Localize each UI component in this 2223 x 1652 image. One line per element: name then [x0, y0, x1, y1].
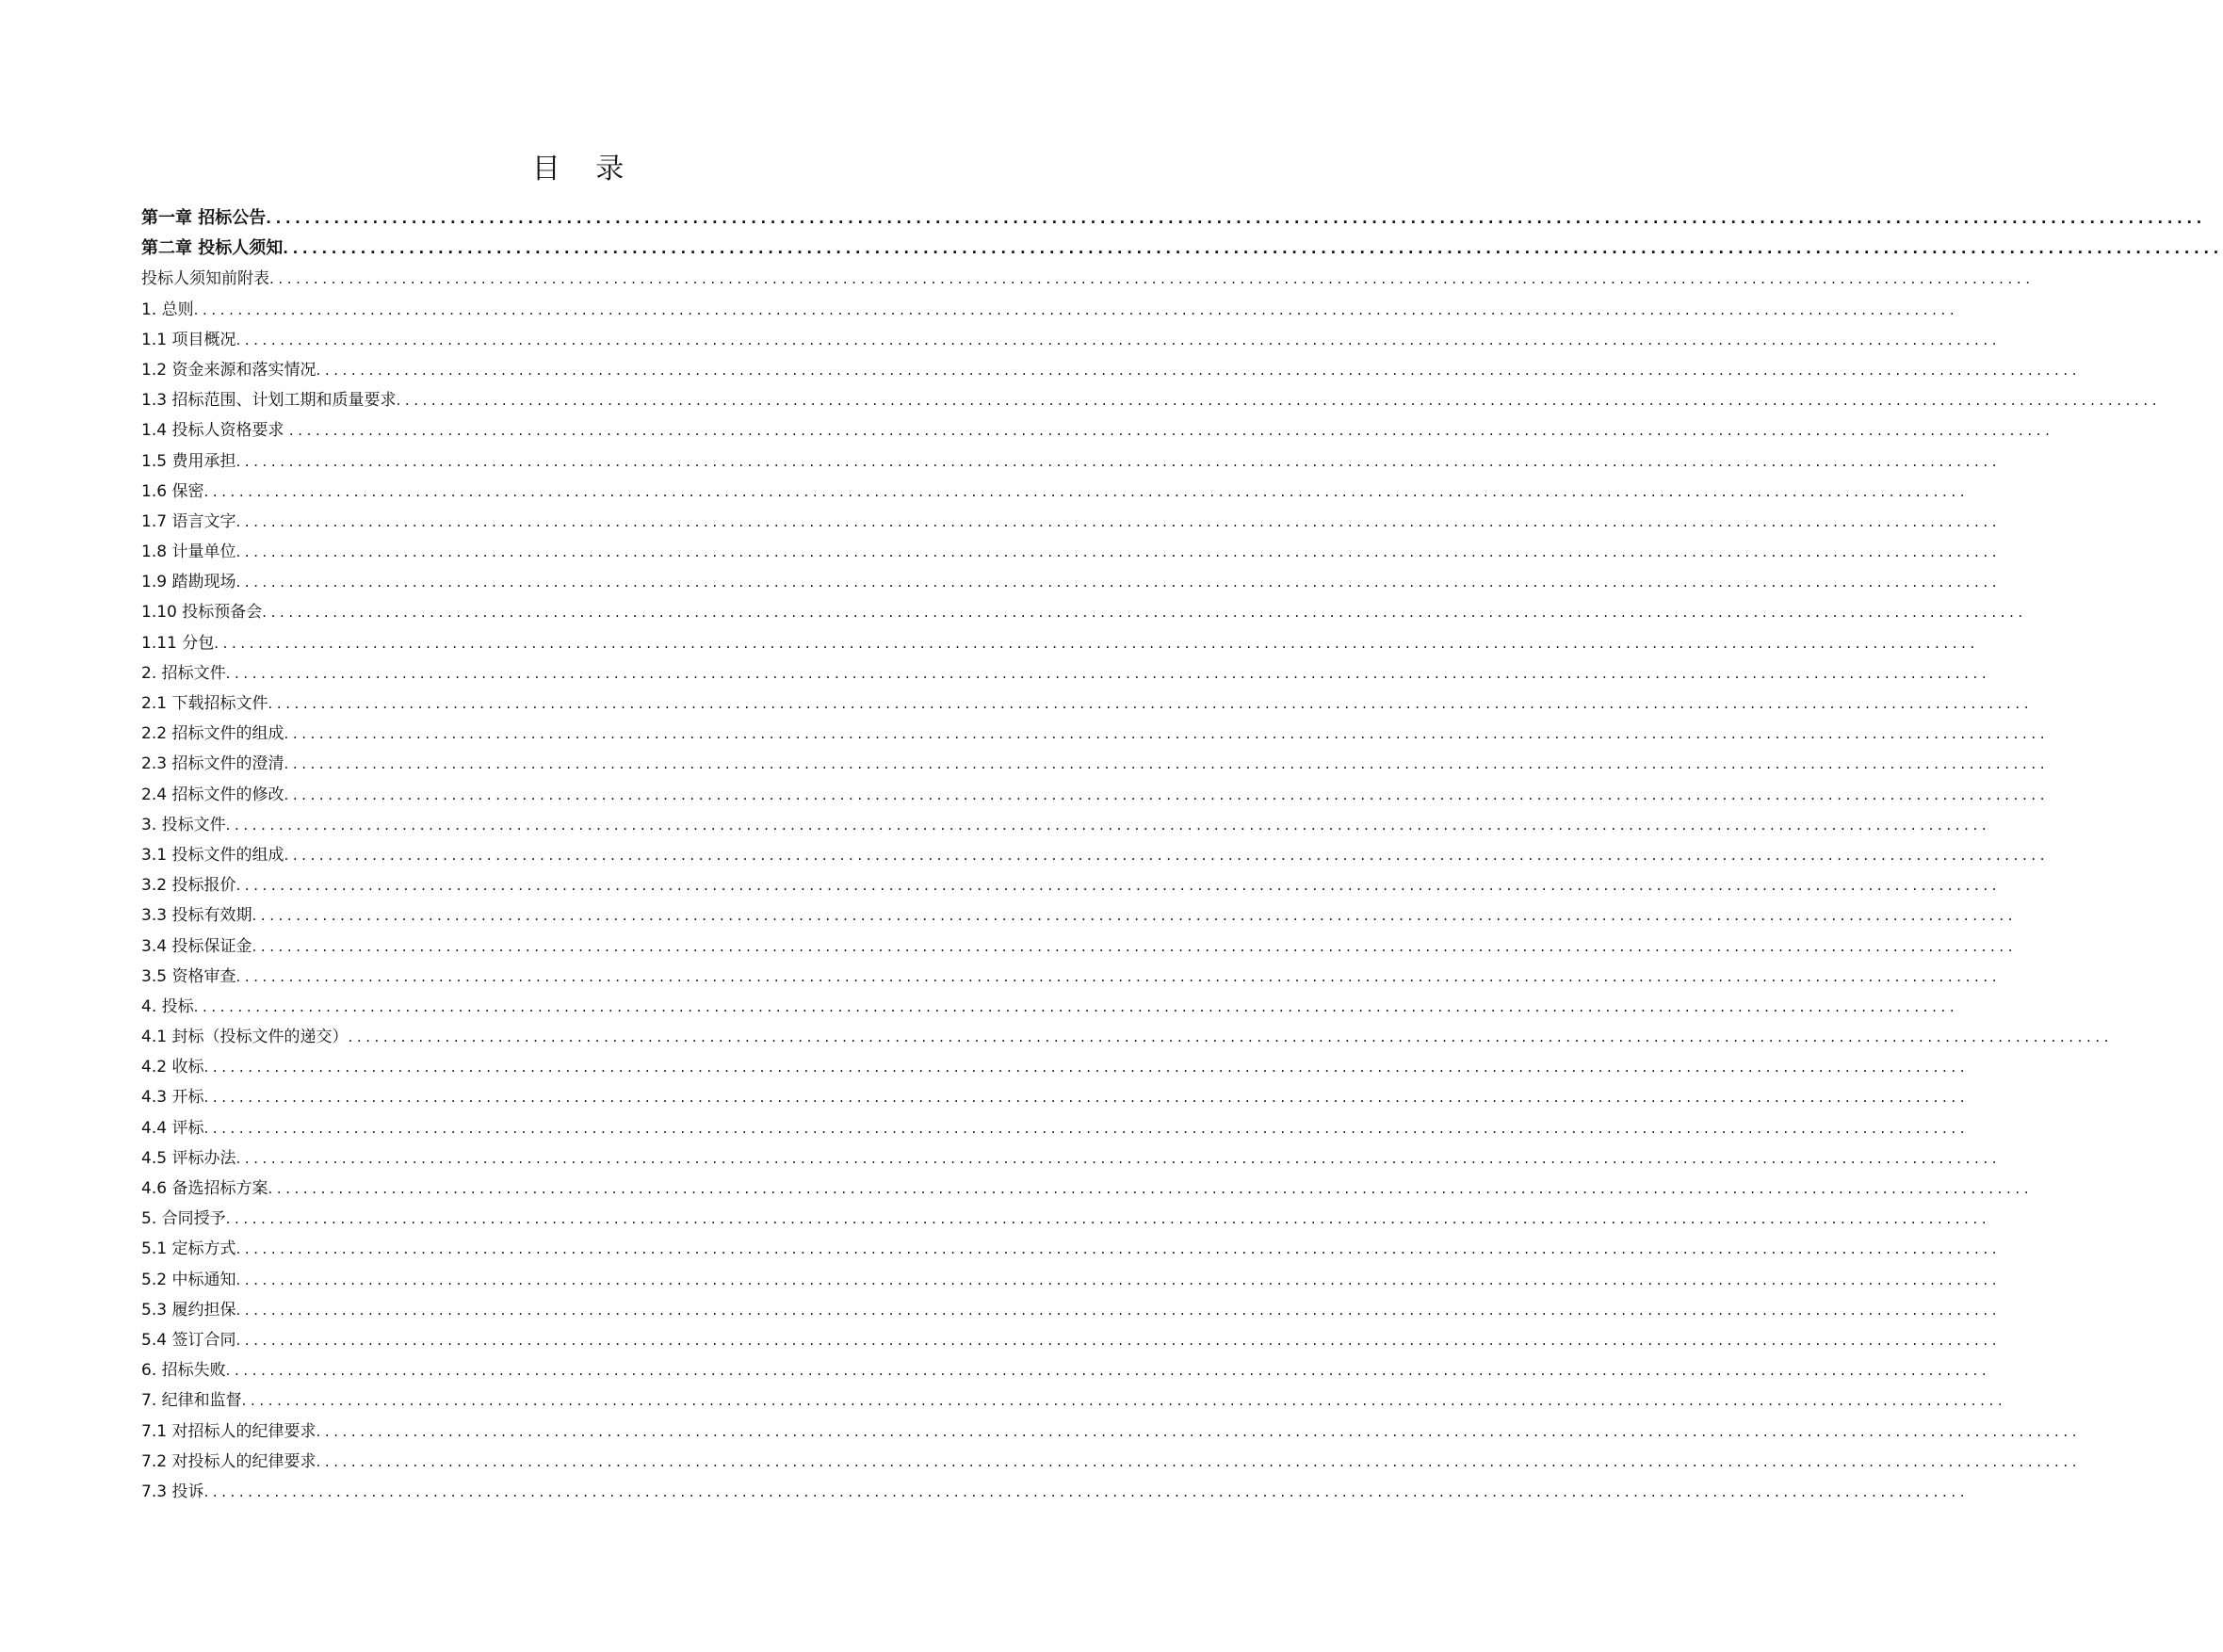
dot-leader: ........................................................................................................................................................................................................ — [284, 725, 2050, 743]
toc-entry[interactable] — [141, 628, 1979, 658]
toc-entry-label: 1.4 投标人资格要求 — [141, 421, 289, 441]
dot-leader: ........................................................................................................................................................................................................ — [235, 574, 2002, 591]
toc-entry-label: 4.4 评标 — [141, 1118, 204, 1138]
toc-entry[interactable] — [141, 295, 1959, 325]
toc-entry-label: 投标人须知前附表 — [141, 269, 269, 289]
toc-entry-label: 3.5 资格审查 — [141, 966, 236, 986]
toc-entry-label: 2.2 招标文件的组成 — [141, 724, 284, 744]
toc-entry[interactable] — [141, 1417, 2082, 1447]
dot-leader: ........................................................................................................................................................................................................ — [241, 1392, 2007, 1410]
toc-entry[interactable] — [141, 749, 2050, 779]
toc-entry-label: 7.1 对招标人的纪律要求 — [141, 1421, 316, 1441]
dot-leader: ........................................................................................................................................................................................................ — [316, 361, 2082, 379]
toc-entry[interactable] — [141, 1325, 2002, 1355]
toc-entry-label: 4.2 收标 — [141, 1058, 204, 1077]
toc-entry[interactable] — [141, 415, 2054, 445]
toc-entry-label: 7.3 投诉 — [141, 1482, 204, 1501]
toc-entry[interactable] — [141, 385, 2162, 415]
dot-leader: ........................................................................................................................................................................................................ — [235, 543, 2002, 561]
toc-entry-label: 3. 投标文件 — [141, 815, 226, 834]
toc-entry[interactable] — [141, 1022, 2114, 1052]
toc-entry-label: 1.6 保密 — [141, 481, 204, 501]
dot-leader: ........................................................................................................................................................................................................ — [283, 240, 2223, 258]
toc-entry[interactable] — [141, 1355, 1991, 1385]
dot-leader: ........................................................................................................................................................................................................ — [348, 1028, 2114, 1046]
dot-leader: ........................................................................................................................................................................................................ — [203, 1482, 1970, 1500]
toc-entry[interactable] — [141, 446, 2002, 477]
toc-entry[interactable] — [141, 234, 2223, 264]
toc-entry[interactable] — [141, 1385, 2007, 1416]
toc-entry[interactable] — [141, 810, 1991, 840]
toc-entry-label: 1. 总则 — [141, 300, 194, 319]
dot-leader: ........................................................................................................................................................................................................ — [396, 392, 2162, 410]
toc-entry[interactable] — [141, 1143, 2002, 1174]
toc-entry[interactable] — [141, 900, 2018, 931]
toc-entry[interactable] — [141, 1174, 2034, 1204]
dot-leader: ........................................................................................................................................................................................................ — [235, 1240, 2002, 1258]
toc-entry[interactable] — [141, 1477, 1970, 1507]
toc-entry[interactable] — [141, 1265, 2002, 1295]
toc-entry[interactable] — [141, 1082, 1970, 1112]
dot-leader: ........................................................................................................................................................................................................ — [235, 452, 2002, 470]
dot-leader: ........................................................................................................................................................................................................ — [235, 1301, 2002, 1319]
toc-entry-label: 4.3 开标 — [141, 1088, 204, 1108]
toc-entry[interactable] — [141, 507, 2002, 537]
toc-entry-label: 1.5 费用承担 — [141, 451, 236, 471]
dot-leader: ........................................................................................................................................................................................................ — [214, 634, 1979, 652]
toc-entry[interactable] — [141, 1234, 2002, 1264]
toc-entry[interactable] — [141, 962, 2002, 992]
toc-entry-label: 7. 纪律和监督 — [141, 1391, 242, 1411]
toc-entry[interactable] — [141, 780, 2050, 810]
toc-entry-label: 2.4 招标文件的修改 — [141, 785, 284, 804]
toc-entry[interactable] — [141, 567, 2002, 597]
toc-entry-label: 第二章 投标人须知 — [141, 238, 284, 259]
dot-leader: ........................................................................................................................................................................................................ — [288, 422, 2054, 440]
toc-entry-label: 1.11 分包 — [141, 633, 215, 653]
toc-entry[interactable] — [141, 688, 2034, 719]
dot-leader: ........................................................................................................................................................................................................ — [203, 1119, 1970, 1137]
dot-leader: ........................................................................................................................................................................................................ — [193, 300, 1959, 318]
dot-leader: ........................................................................................................................................................................................................ — [203, 1089, 1970, 1107]
toc-entry-label: 2.1 下载招标文件 — [141, 694, 268, 713]
toc-entry[interactable] — [141, 537, 2002, 567]
toc-entry[interactable] — [141, 325, 2002, 355]
toc-entry[interactable] — [141, 840, 2050, 870]
toc-entry-label: 1.7 语言文字 — [141, 511, 236, 531]
toc-entry[interactable] — [141, 992, 1959, 1022]
toc-entry[interactable] — [141, 355, 2082, 385]
dot-leader: ........................................................................................................................................................................................................ — [316, 1422, 2082, 1440]
dot-leader: ........................................................................................................................................................................................................ — [225, 664, 1991, 682]
toc-entry-label: 4.1 封标（投标文件的递交） — [141, 1028, 349, 1047]
toc-entry-label: 1.1 项目概况 — [141, 330, 236, 349]
dot-leader: ........................................................................................................................................................................................................ — [235, 1331, 2002, 1349]
table-of-contents — [141, 203, 2223, 1507]
page-title: 目 录 — [531, 153, 638, 186]
dot-leader: ........................................................................................................................................................................................................ — [225, 1362, 1991, 1380]
toc-entry[interactable] — [141, 931, 2018, 962]
toc-entry[interactable] — [141, 719, 2050, 749]
toc-entry-label: 4.6 备选招标方案 — [141, 1179, 268, 1198]
toc-entry[interactable] — [141, 597, 2027, 627]
toc-entry-label: 1.8 计量单位 — [141, 543, 236, 562]
toc-entry-label: 1.9 踏勘现场 — [141, 573, 236, 592]
toc-entry[interactable] — [141, 1447, 2082, 1477]
toc-entry[interactable] — [141, 1204, 1991, 1234]
dot-leader: ........................................................................................................................................................................................................ — [235, 1271, 2002, 1288]
toc-entry-label: 第一章 招标公告 — [141, 208, 267, 228]
toc-entry-label: 5.3 履约担保 — [141, 1300, 236, 1320]
dot-leader: ........................................................................................................................................................................................................ — [266, 210, 2206, 227]
dot-leader: ........................................................................................................................................................................................................ — [268, 1180, 2034, 1197]
toc-entry-label: 3.1 投标文件的组成 — [141, 845, 284, 865]
dot-leader: ........................................................................................................................................................................................................ — [225, 1210, 1991, 1228]
toc-entry-label: 5.4 签订合同 — [141, 1330, 236, 1350]
toc-entry[interactable] — [141, 870, 2002, 900]
toc-entry-label: 5.2 中标通知 — [141, 1270, 236, 1289]
toc-entry[interactable] — [141, 1295, 2002, 1325]
toc-entry-label: 5. 合同授予 — [141, 1209, 226, 1229]
toc-entry-label: 1.3 招标范围、计划工期和质量要求 — [141, 391, 397, 411]
dot-leader: ........................................................................................................................................................................................................ — [262, 604, 2027, 622]
toc-entry-label: 3.3 投标有效期 — [141, 906, 252, 926]
dot-leader: ........................................................................................................................................................................................................ — [284, 755, 2050, 773]
dot-leader: ........................................................................................................................................................................................................ — [252, 937, 2018, 955]
dot-leader: ........................................................................................................................................................................................................ — [203, 1059, 1970, 1077]
toc-entry-label: 3.2 投标报价 — [141, 876, 236, 896]
toc-entry-label: 7.2 对投标人的纪律要求 — [141, 1451, 316, 1471]
dot-leader: ........................................................................................................................................................................................................ — [284, 846, 2050, 864]
toc-entry-label: 4.5 评标办法 — [141, 1148, 236, 1168]
toc-entry[interactable] — [141, 477, 1970, 507]
dot-leader: ........................................................................................................................................................................................................ — [284, 786, 2050, 803]
dot-leader: ........................................................................................................................................................................................................ — [235, 512, 2002, 530]
toc-entry[interactable] — [141, 1052, 1970, 1082]
dot-leader: ........................................................................................................................................................................................................ — [269, 270, 2035, 288]
toc-entry-label: 5.1 定标方式 — [141, 1239, 236, 1259]
toc-entry[interactable] — [141, 264, 2035, 294]
dot-leader: ........................................................................................................................................................................................................ — [235, 877, 2002, 895]
dot-leader: ........................................................................................................................................................................................................ — [193, 997, 1959, 1015]
toc-entry-label: 3.4 投标保证金 — [141, 936, 252, 956]
toc-entry-label: 2. 招标文件 — [141, 663, 226, 683]
toc-entry-label: 4. 投标 — [141, 996, 194, 1016]
dot-leader: ........................................................................................................................................................................................................ — [235, 1149, 2002, 1167]
toc-entry-label: 6. 招标失败 — [141, 1361, 226, 1381]
toc-entry[interactable] — [141, 658, 1991, 688]
toc-entry-label: 1.10 投标预备会 — [141, 603, 263, 623]
dot-leader: ........................................................................................................................................................................................................ — [203, 482, 1970, 500]
dot-leader: ........................................................................................................................................................................................................ — [316, 1452, 2082, 1470]
dot-leader: ........................................................................................................................................................................................................ — [225, 816, 1991, 834]
dot-leader: ........................................................................................................................................................................................................ — [268, 695, 2034, 712]
toc-entry[interactable] — [141, 1113, 1970, 1143]
dot-leader: ........................................................................................................................................................................................................ — [235, 967, 2002, 985]
toc-entry[interactable] — [141, 203, 2206, 234]
toc-entry-label: 1.2 资金来源和落实情况 — [141, 360, 316, 380]
dot-leader: ........................................................................................................................................................................................................ — [252, 907, 2018, 925]
toc-entry-label: 2.3 招标文件的澄清 — [141, 754, 284, 774]
dot-leader: ........................................................................................................................................................................................................ — [235, 331, 2002, 348]
